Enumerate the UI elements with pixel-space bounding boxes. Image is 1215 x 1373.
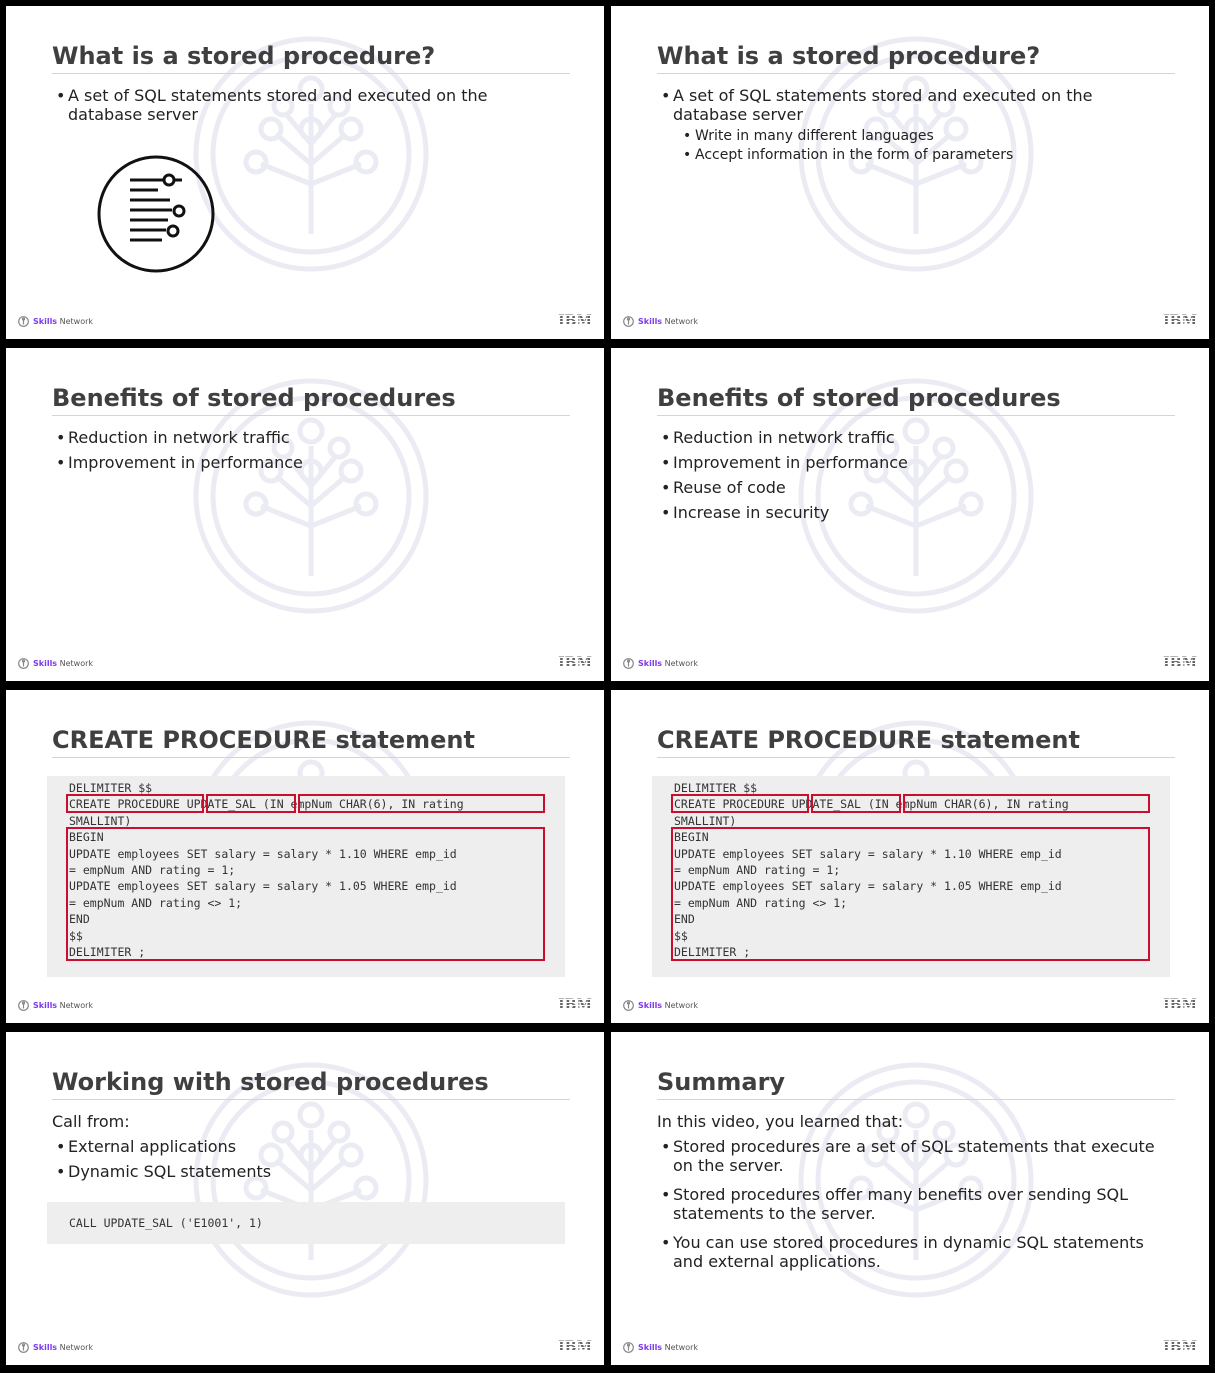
- sub-bullet-item: • Write in many different languages: [657, 127, 1167, 146]
- bullet-item: • Improvement in performance: [52, 453, 562, 472]
- slide-title: CREATE PROCEDURE statement: [52, 726, 570, 758]
- code-line: $$: [674, 928, 688, 943]
- code-line: END: [674, 912, 695, 927]
- slide-3: [6, 348, 604, 681]
- code-line: = empNum AND rating <> 1;: [69, 895, 243, 910]
- slide-body: [52, 86, 562, 130]
- ibm-logo: IBM: [1163, 997, 1197, 1013]
- bullet-item: • Increase in security: [657, 503, 1167, 522]
- bullet-item: • A set of SQL statements stored and executed on the database server: [52, 86, 562, 124]
- bullet-item: • A set of SQL statements stored and executed on the database server: [657, 86, 1167, 124]
- skills-network-icon: [623, 1000, 634, 1011]
- ibm-logo: IBM: [1163, 1339, 1197, 1355]
- slide-body: [657, 1112, 1167, 1277]
- code-line: = empNum AND rating = 1;: [674, 863, 841, 878]
- code-line: END: [69, 912, 90, 927]
- create-procedure-highlight: [671, 794, 809, 813]
- create-procedure-highlight: [66, 794, 204, 813]
- skills-network-icon: [18, 316, 29, 327]
- ibm-logo: IBM: [1163, 655, 1197, 671]
- slide-title: What is a stored procedure?: [657, 42, 1175, 74]
- code-line: BEGIN: [674, 830, 709, 845]
- slide-body: [657, 86, 1167, 165]
- sub-bullet-item: • Accept information in the form of parameters: [657, 146, 1167, 165]
- code-line: $$: [69, 928, 83, 943]
- slide-6: [611, 690, 1209, 1023]
- skills-network-logo: Skills Network: [623, 1342, 698, 1353]
- bullet-item: • You can use stored procedures in dynamic SQL statements and external applications.: [657, 1233, 1167, 1271]
- parameters-highlight: [298, 794, 545, 813]
- bullet-item: • External applications: [52, 1137, 562, 1156]
- code-line: CREATE PROCEDURE UPDATE_SAL (IN empNum CHAR(6), IN rating: [674, 797, 1069, 812]
- slide-title: Benefits of stored procedures: [657, 384, 1175, 416]
- skills-network-logo: Skills Network: [18, 1342, 93, 1353]
- slide-title: Working with stored procedures: [52, 1068, 570, 1100]
- call-code: CALL UPDATE_SAL ('E1001', 1): [69, 1216, 263, 1230]
- procedure-list-icon: [96, 154, 216, 274]
- bullet-item: • Stored procedures offer many benefits over sending SQL statements to the server.: [657, 1185, 1167, 1223]
- slide-4: [611, 348, 1209, 681]
- skills-network-logo: Skills Network: [623, 658, 698, 669]
- skills-network-logo: Skills Network: [623, 316, 698, 327]
- skills-network-icon: [18, 658, 29, 669]
- bullet-item: • Reuse of code: [657, 478, 1167, 497]
- code-line: = empNum AND rating <> 1;: [674, 895, 848, 910]
- ibm-logo: IBM: [558, 313, 592, 329]
- code-line: CREATE PROCEDURE UPDATE_SAL (IN empNum CHAR(6), IN rating: [69, 797, 464, 812]
- code-line: DELIMITER ;: [674, 945, 751, 960]
- slide-5: [6, 690, 604, 1023]
- code-line: BEGIN: [69, 830, 104, 845]
- skills-network-icon: [623, 316, 634, 327]
- code-line: = empNum AND rating = 1;: [69, 863, 236, 878]
- ibm-logo: IBM: [558, 1339, 592, 1355]
- skills-network-logo: Skills Network: [18, 1000, 93, 1011]
- bullet-item: • Improvement in performance: [657, 453, 1167, 472]
- procedure-body-highlight: [671, 827, 1150, 961]
- slide-body: [52, 428, 562, 478]
- bullet-item: • Dynamic SQL statements: [52, 1162, 562, 1181]
- slide-body: [657, 428, 1167, 528]
- skills-network-icon: [623, 1342, 634, 1353]
- bullet-item: • Stored procedures are a set of SQL statements that execute on the server.: [657, 1137, 1167, 1175]
- slide-body: [52, 1112, 562, 1187]
- skills-network-logo: Skills Network: [623, 1000, 698, 1011]
- code-line: DELIMITER $$: [69, 781, 153, 795]
- intro-text: Call from:: [52, 1112, 130, 1131]
- procedure-body-highlight: [66, 827, 545, 961]
- procedure-name-highlight: [206, 794, 296, 813]
- skills-network-icon: [18, 1342, 29, 1353]
- slide-1: [6, 6, 604, 339]
- code-line: UPDATE employees SET salary = salary * 1.10 WHERE emp_id: [674, 846, 1062, 861]
- ibm-logo: IBM: [558, 997, 592, 1013]
- intro-text: In this video, you learned that:: [657, 1112, 904, 1131]
- slide-7: [6, 1032, 604, 1365]
- code-line: SMALLINT): [674, 813, 737, 828]
- bullet-item: • Reduction in network traffic: [52, 428, 562, 447]
- ibm-logo: IBM: [1163, 313, 1197, 329]
- slide-title: Summary: [657, 1068, 1175, 1100]
- skills-network-icon: [18, 1000, 29, 1011]
- code-line: DELIMITER ;: [69, 945, 146, 960]
- skills-network-logo: Skills Network: [18, 658, 93, 669]
- slide-8: [611, 1032, 1209, 1365]
- bullet-item: • Reduction in network traffic: [657, 428, 1167, 447]
- ibm-logo: IBM: [558, 655, 592, 671]
- slide-2: [611, 6, 1209, 339]
- parameters-highlight: [903, 794, 1150, 813]
- code-line: UPDATE employees SET salary = salary * 1.05 WHERE emp_id: [674, 879, 1062, 894]
- slide-title: Benefits of stored procedures: [52, 384, 570, 416]
- skills-network-icon: [623, 658, 634, 669]
- code-line: SMALLINT): [69, 813, 132, 828]
- skills-network-logo: Skills Network: [18, 316, 93, 327]
- slide-title: What is a stored procedure?: [52, 42, 570, 74]
- slide-title: CREATE PROCEDURE statement: [657, 726, 1175, 758]
- procedure-name-highlight: [811, 794, 901, 813]
- code-line: DELIMITER $$: [674, 781, 758, 795]
- code-line: UPDATE employees SET salary = salary * 1.10 WHERE emp_id: [69, 846, 457, 861]
- code-line: UPDATE employees SET salary = salary * 1.05 WHERE emp_id: [69, 879, 457, 894]
